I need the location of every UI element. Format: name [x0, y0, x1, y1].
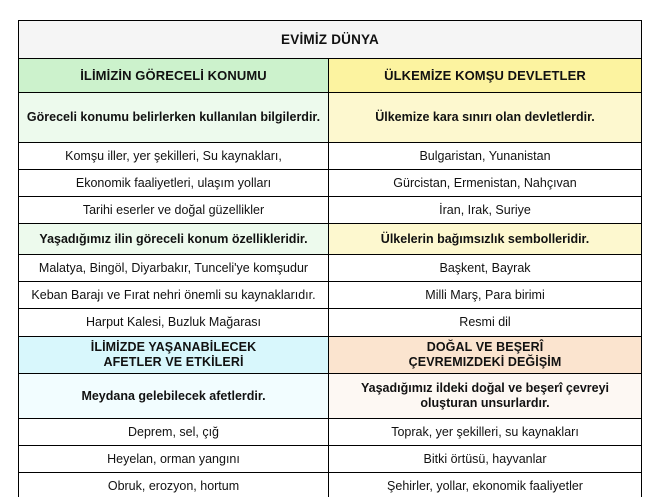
section2-right-item: Resmi dil	[329, 309, 642, 337]
section3-left-item: Obruk, erozyon, hortum	[19, 473, 329, 497]
table-row-section3-definition	[19, 374, 642, 419]
section3-left-header-line1: İLİMİZDE YAŞANABİLECEK	[90, 339, 257, 354]
section2-left-definition: Yaşadığımız ilin göreceli konum özellikleridir.	[19, 224, 329, 255]
section1-right-item: Gürcistan, Ermenistan, Nahçıvan	[329, 170, 642, 197]
section3-right-header-line2: ÇEVREMIZDEKİ DEĞİŞİM	[408, 355, 562, 369]
table-row	[19, 473, 642, 497]
section1-left-header: İLİMİZİN GÖRECELİ KONUMU	[19, 59, 329, 93]
section2-right-item: Milli Marş, Para birimi	[329, 282, 642, 309]
table-row	[19, 282, 642, 309]
section2-left-item: Malatya, Bingöl, Diyarbakır, Tunceli'ye komşudur	[19, 255, 329, 282]
section1-right-definition: Ülkemize kara sınırı olan devletlerdir.	[329, 93, 642, 143]
table-row	[19, 446, 642, 473]
section2-left-item: Keban Barajı ve Fırat nehri önemli su kaynaklarıdır.	[19, 282, 329, 309]
section1-right-item: Bulgaristan, Yunanistan	[329, 143, 642, 170]
section3-left-header-line2: AFETLER VE ETKİLERİ	[103, 355, 244, 369]
section3-left-item: Heyelan, orman yangını	[19, 446, 329, 473]
section2-left-item: Harput Kalesi, Buzluk Mağarası	[19, 309, 329, 337]
section1-left-item: Ekonomik faaliyetleri, ulaşım yolları	[19, 170, 329, 197]
section1-left-item: Komşu iller, yer şekilleri, Su kaynakları,	[19, 143, 329, 170]
concept-table-wrapper	[18, 20, 641, 497]
section3-right-header	[329, 337, 642, 374]
section1-left-definition: Göreceli konumu belirlerken kullanılan bilgilerdir.	[19, 93, 329, 143]
document-title: EVİMİZ DÜNYA	[19, 21, 642, 59]
section3-right-item: Toprak, yer şekilleri, su kaynakları	[329, 419, 642, 446]
table-row	[19, 143, 642, 170]
section3-left-definition: Meydana gelebilecek afetlerdir.	[19, 374, 329, 419]
table-row	[19, 419, 642, 446]
table-row	[19, 309, 642, 337]
section1-right-item: İran, Irak, Suriye	[329, 197, 642, 224]
section3-left-header	[19, 337, 329, 374]
section2-right-item: Başkent, Bayrak	[329, 255, 642, 282]
section3-left-item: Deprem, sel, çığ	[19, 419, 329, 446]
table-row	[19, 197, 642, 224]
table-row-section1-definition	[19, 93, 642, 143]
section3-right-item: Şehirler, yollar, ekonomik faaliyetler	[329, 473, 642, 497]
table-row	[19, 170, 642, 197]
section1-left-item: Tarihi eserler ve doğal güzellikler	[19, 197, 329, 224]
section3-right-definition: Yaşadığımız ildeki doğal ve beşerî çevreyi oluşturan unsurlardır.	[329, 374, 642, 419]
table-row-title	[19, 21, 642, 59]
table-row-section1-header	[19, 59, 642, 93]
section1-right-header: ÜLKEMİZE KOMŞU DEVLETLER	[329, 59, 642, 93]
table-row	[19, 255, 642, 282]
section2-right-definition: Ülkelerin bağımsızlık sembolleridir.	[329, 224, 642, 255]
concept-table	[18, 20, 642, 497]
table-row-section2-definition	[19, 224, 642, 255]
table-row-section3-header	[19, 337, 642, 374]
section3-right-item: Bitki örtüsü, hayvanlar	[329, 446, 642, 473]
section3-right-header-line1: DOĞAL VE BEŞERÎ	[426, 339, 544, 354]
